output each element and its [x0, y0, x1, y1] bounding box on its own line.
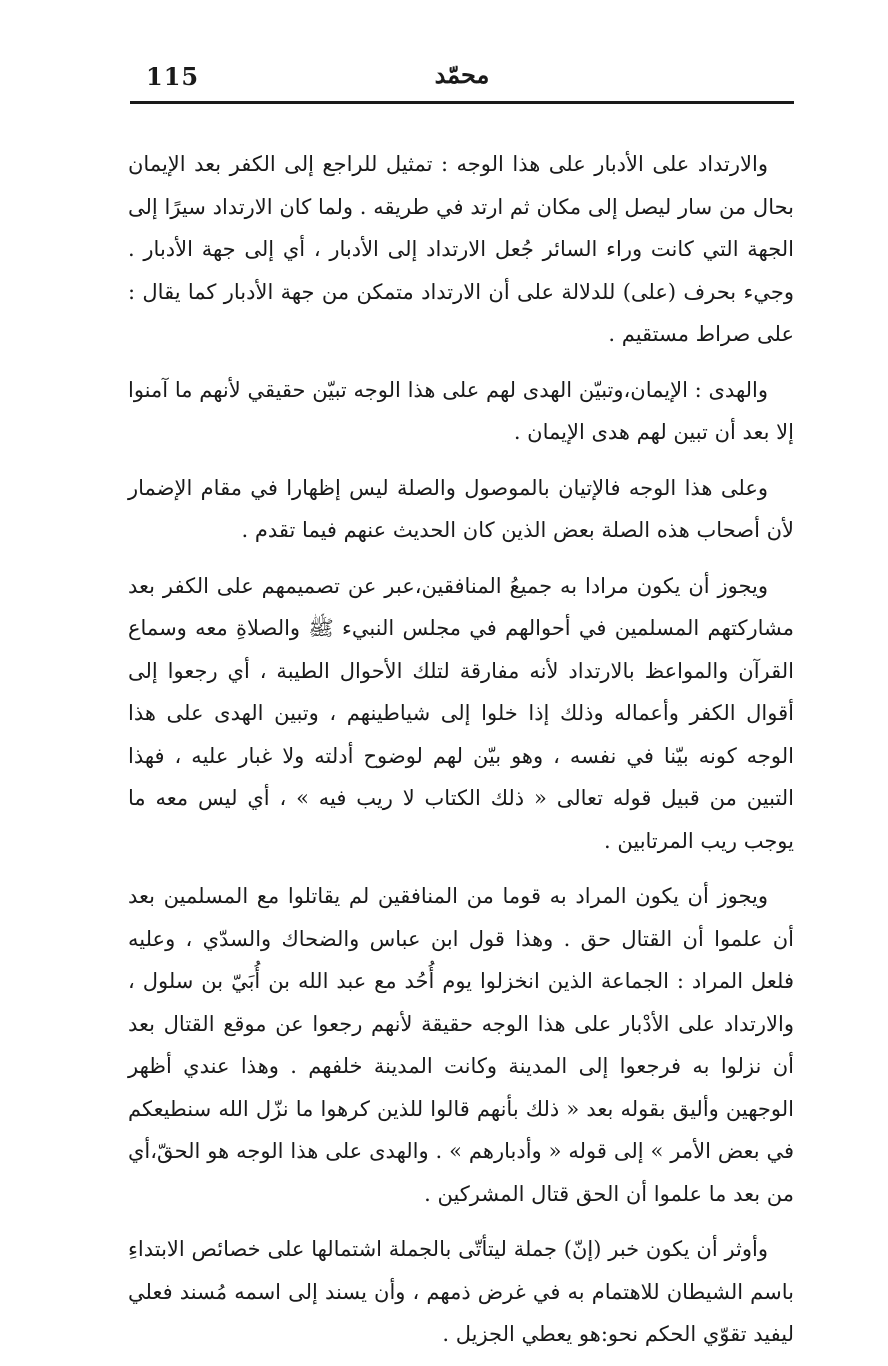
header-rule	[130, 101, 794, 104]
body-text	[128, 143, 794, 1356]
paragraph: ويجوز أن يكون المراد به قوما من المنافقين لم يقاتلوا مع المسلمين بعد أن علموا أن القتال حق . وهذا قول ابن عباس والضحاك والسدّي ، وعليه فلعل المراد : الجماعة الذين انخزلوا يوم أُحُد مع عبد الله بن أُبَيّ بن سلول ، والارتداد على الأدْبار على هذا الوجه حقيقة لأنهم رجعوا عن موقع القتال بعد أن نزلوا به فرجعوا إلى المدينة وكانت المدينة خلفهم . وهذا عندي أظهر الوجهين وأليق بقوله بعد « ذلك بأنهم قالوا للذين كرهوا ما نزّل الله سنطيعكم في بعض الأمر » إلى قوله « وأدبارهم » . والهدى على هذا الوجه هو الحقّ،أي من بعد ما علموا أن الحق قتال المشركين .	[128, 884, 794, 1206]
paragraph: والهدى : الإيمان،وتبيّن الهدى لهم على هذا الوجه تبيّن حقيقي لأنهم ما آمنوا إلا بعد أن تبين لهم هدى الإيمان .	[128, 377, 794, 444]
paragraph: ويجوز أن يكون مرادا به جميعُ المنافقين،عبر عن تصميمهم على الكفر بعد مشاركتهم المسلمين في أحوالهم في مجلس النبيء ﷺ والصلاةِ معه وسماع القرآن والمواعظ بالارتداد لأنه مفارقة لتلك الأحوال الطيبة ، أي رجعوا إلى أقوال الكفر وأعماله وذلك إذا خلوا إلى شياطينهم ، وتبين الهدى على هذا الوجه كونه بيّنا في نفسه ، وهو بيّن لهم لوضوح أدلته ولا غبار عليه ، فهذا التبين من قبيل قوله تعالى « ذلك الكتاب لا ريب فيه » ، أي ليس معه ما يوجب ريب المرتابين .	[128, 573, 794, 853]
page-number: 115	[146, 62, 200, 91]
paragraph: والارتداد على الأدبار على هذا الوجه : تمثيل للراجع إلى الكفر بعد الإيمان بحال من سار ليصل إلى مكان ثم ارتد في طريقه . ولما كان الارتداد سيرًا إلى الجهة التي كانت وراء السائر جُعل الارتداد إلى الأدبار ، أي إلى جهة الأدبار . وجيء بحرف (على) للدلالة على أن الارتداد متمكن من جهة الأدبار كما يقال : على صراط مستقيم .	[128, 152, 794, 346]
running-title: محمّد	[434, 60, 490, 89]
paragraph: وأوثر أن يكون خبر (إنّ) جملة ليتأتّى بالجملة اشتمالها على خصائص الابتداءِ باسم الشيطان للاهتمام به في غرض ذمهم ، وأن يسند إلى اسمه مُسند فعلي ليفيد تقوّي الحكم نحو:هو يعطي الجزيل .	[128, 1237, 794, 1346]
paragraph: وعلى هذا الوجه فالإتيان بالموصول والصلة ليس إظهارا في مقام الإضمار لأن أصحاب هذه الصلة بعض الذين كان الحديث عنهم فيما تقدم .	[128, 475, 794, 542]
page-header	[130, 58, 794, 98]
